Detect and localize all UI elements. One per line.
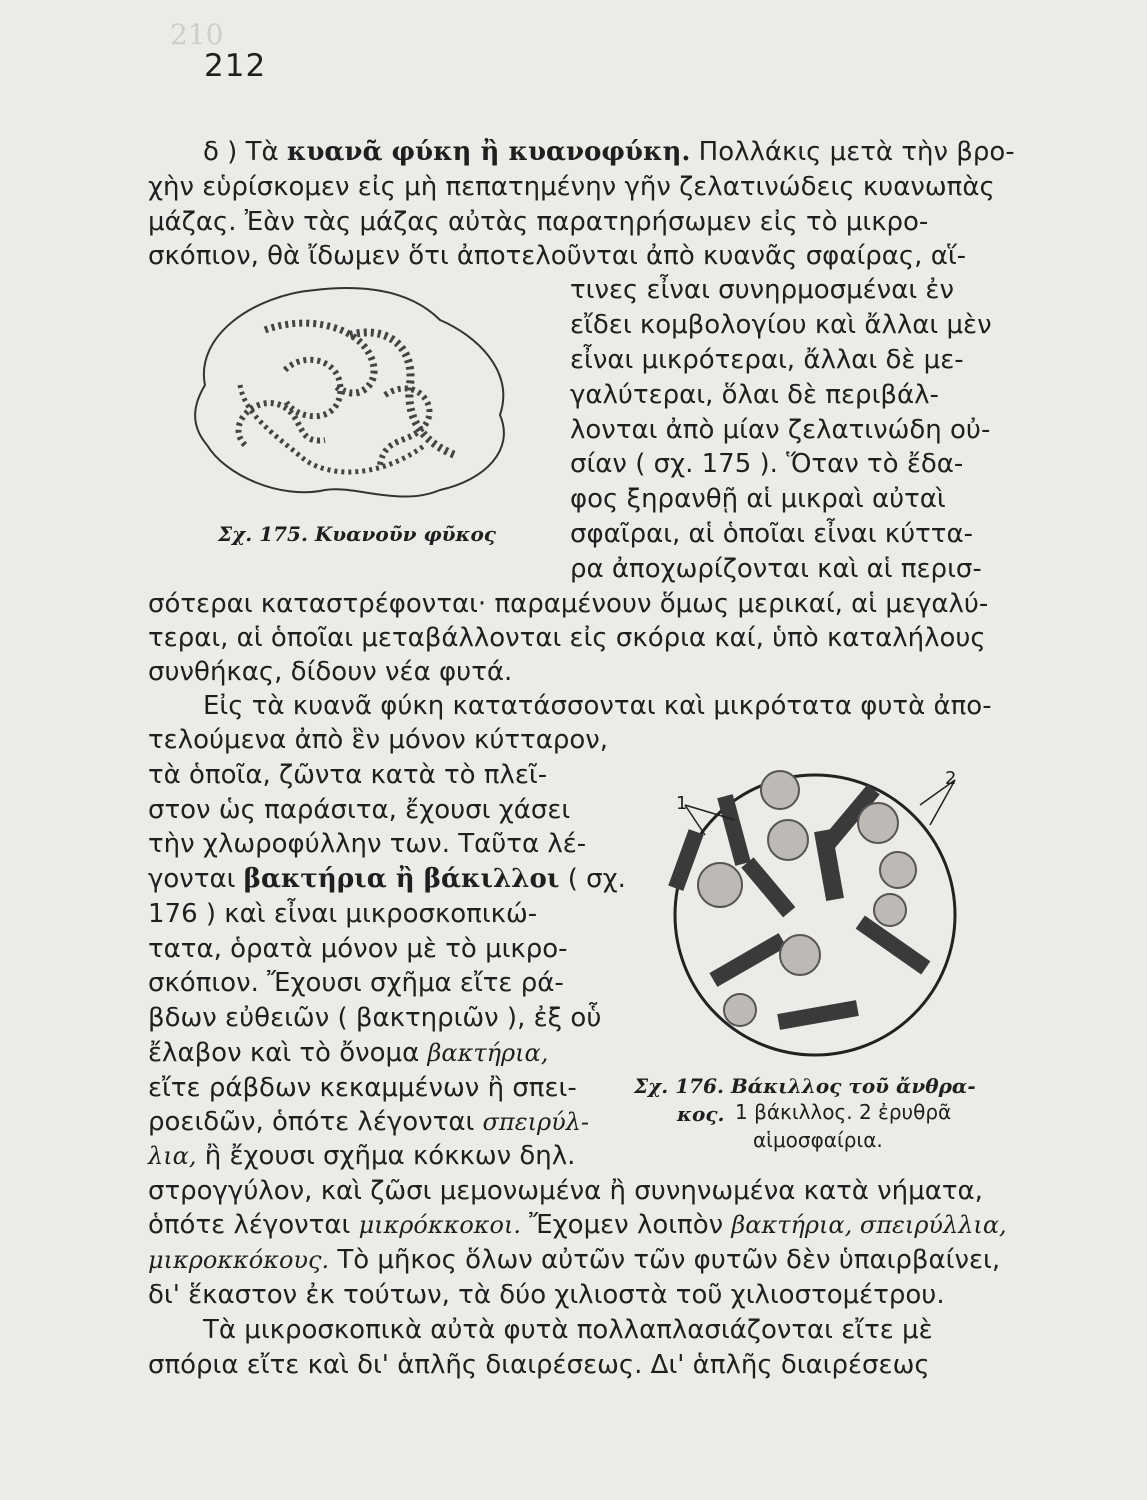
text-line-16: συνθήκας, δίδουν νέα φυτά. — [148, 657, 513, 687]
text-line-13: ρα ἀποχωρίζονται καὶ αἱ περισ- — [570, 554, 982, 584]
text-line-3: μάζας. Ἐὰν τὰς μάζας αὐτὰς παρατηρήσωμεν εἰς τὸ μικρο- — [148, 207, 929, 237]
text-line-6: εἴδει κομβολογίου καὶ ἄλλαι μὲν — [570, 310, 992, 340]
text-line-33: μικροκκόκους. Τὸ μῆκος ὅλων αὐτῶν τῶν φυτῶν δὲν ὑπαιρβαίνει, — [148, 1245, 1001, 1275]
text-line-25: σκόπιον. Ἔχουσι σχῆμα εἴτε ρά- — [148, 968, 564, 998]
text-line-7: εἶναι μικρότεραι, ἄλλαι δὲ με- — [570, 345, 964, 375]
figure-176-label-2: 2 — [945, 768, 957, 789]
figure-176-caption-title-end: κος. — [677, 1102, 725, 1126]
text-line-11: φος ξηρανθῇ αἱ μικραὶ αὐταὶ — [570, 484, 946, 514]
text-line-29: ροειδῶν, ὁπότε λέγονται σπειρύλ- — [148, 1107, 590, 1137]
text-line-26: βδων εὐθειῶν ( βακτηριῶν ), ἐξ οὗ — [148, 1003, 602, 1033]
figure-176-bacillus-illustration — [650, 745, 980, 1065]
figure-176-caption-title: Σχ. 176. Βάκιλλος τοῦ ἄνθρα- — [634, 1074, 976, 1098]
ghost-page-number: 210 — [170, 18, 224, 51]
text-line-24: τατα, ὁρατὰ μόνον μὲ τὸ μικρο- — [148, 934, 568, 964]
text-line-20: στον ὡς παράσιτα, ἔχουσι χάσει — [148, 795, 571, 825]
page-number: 212 — [204, 48, 267, 84]
bead-chains — [238, 323, 455, 472]
text-line-18: τελούμενα ἀπὸ ἓν μόνον κύτταρον, — [148, 725, 609, 755]
text-line-19: τὰ ὁποῖα, ζῶντα κατὰ τὸ πλεῖ- — [148, 760, 548, 790]
text-line-36: σπόρια εἴτε καὶ δι' ἁπλῆς διαιρέσεως. Δι' ἁπλῆς διαιρέσεως — [148, 1350, 930, 1380]
text-line-10: σίαν ( σχ. 175 ). Ὅταν τὸ ἔδα- — [570, 449, 964, 479]
text-line-31: στρογγύλον, καὶ ζῶσι μεμονωμένα ἢ συνηνωμένα κατὰ νήματα, — [148, 1176, 983, 1206]
figure-175-alga-illustration — [185, 275, 545, 515]
text-line-30: λια, ἢ ἔχουσι σχῆμα κόκκων δηλ. — [148, 1141, 576, 1171]
text-line-27: ἔλαβον καὶ τὸ ὄνομα βακτήρια, — [148, 1038, 549, 1068]
figure-176-label-1: 1 — [676, 793, 688, 814]
text-line-15: τεραι, αἱ ὁποῖαι μεταβάλλονται εἰς σκόρια καί, ὑπὸ καταλήλους — [148, 623, 986, 653]
text-line-4: σκόπιον, θὰ ἴδωμεν ὅτι ἀποτελοῦνται ἀπὸ κυανᾶς σφαίρας, αἵ- — [148, 241, 967, 271]
text-line-22: γονται βακτήρια ἢ βάκιλλοι ( σχ. — [148, 864, 626, 894]
text-line-8: γαλύτεραι, ὅλαι δὲ περιβάλ- — [570, 380, 939, 410]
figure-175-caption: Σχ. 175. Κυανοῦν φῦκος — [218, 522, 496, 546]
text-line-34: δι' ἕκαστον ἐκ τούτων, τὰ δύο χιλιοστὰ τοῦ χιλιοστομέτρου. — [148, 1280, 945, 1310]
text-line-2: χὴν εὑρίσκομεν εἰς μὴ πεπατημένην γῆν ζελατινώδεις κυανωπὰς — [148, 172, 995, 202]
text-line-12: σφαῖραι, αἱ ὁποῖαι εἶναι κύττα- — [570, 519, 973, 549]
text-line-1: δ ) Τὰ κυανᾶ φύκη ἢ κυανοφύκη. Πολλάκις μετὰ τὴν βρο- — [203, 137, 1015, 167]
text-line-23: 176 ) καὶ εἶναι μικροσκοπικώ- — [148, 899, 538, 929]
text-line-9: λονται ἀπὸ μίαν ζελατινώδη οὐ- — [570, 415, 991, 445]
text-line-28: εἴτε ράβδων κεκαμμένων ἢ σπει- — [148, 1073, 577, 1103]
text-line-32: ὁπότε λέγονται μικρόκκοκοι. Ἔχομεν λοιπὸν βακτήρια, σπειρύλλια, — [148, 1210, 1007, 1240]
text-line-35: Τὰ μικροσκοπικὰ αὐτὰ φυτὰ πολλαπλασιάζονται εἴτε μὲ — [203, 1315, 933, 1345]
text-line-17: Εἰς τὰ κυανᾶ φύκη κατατάσσονται καὶ μικρότατα φυτὰ ἀπο- — [203, 691, 992, 721]
text-line-14: σότεραι καταστρέφονται· παραμένουν ὅμως μερικαί, αἱ μεγαλύ- — [148, 589, 989, 619]
text-line-21: τὴν χλωροφύλλην των. Ταῦτα λέ- — [148, 829, 587, 859]
figure-176-caption-legend-end: αἱμοσφαίρια. — [753, 1128, 883, 1152]
text-line-5: τινες εἶναι συνηρμοσμέναι ἐν — [570, 275, 954, 305]
figure-176-caption-legend: 1 βάκιλλος. 2 ἐρυθρᾶ — [735, 1100, 952, 1124]
